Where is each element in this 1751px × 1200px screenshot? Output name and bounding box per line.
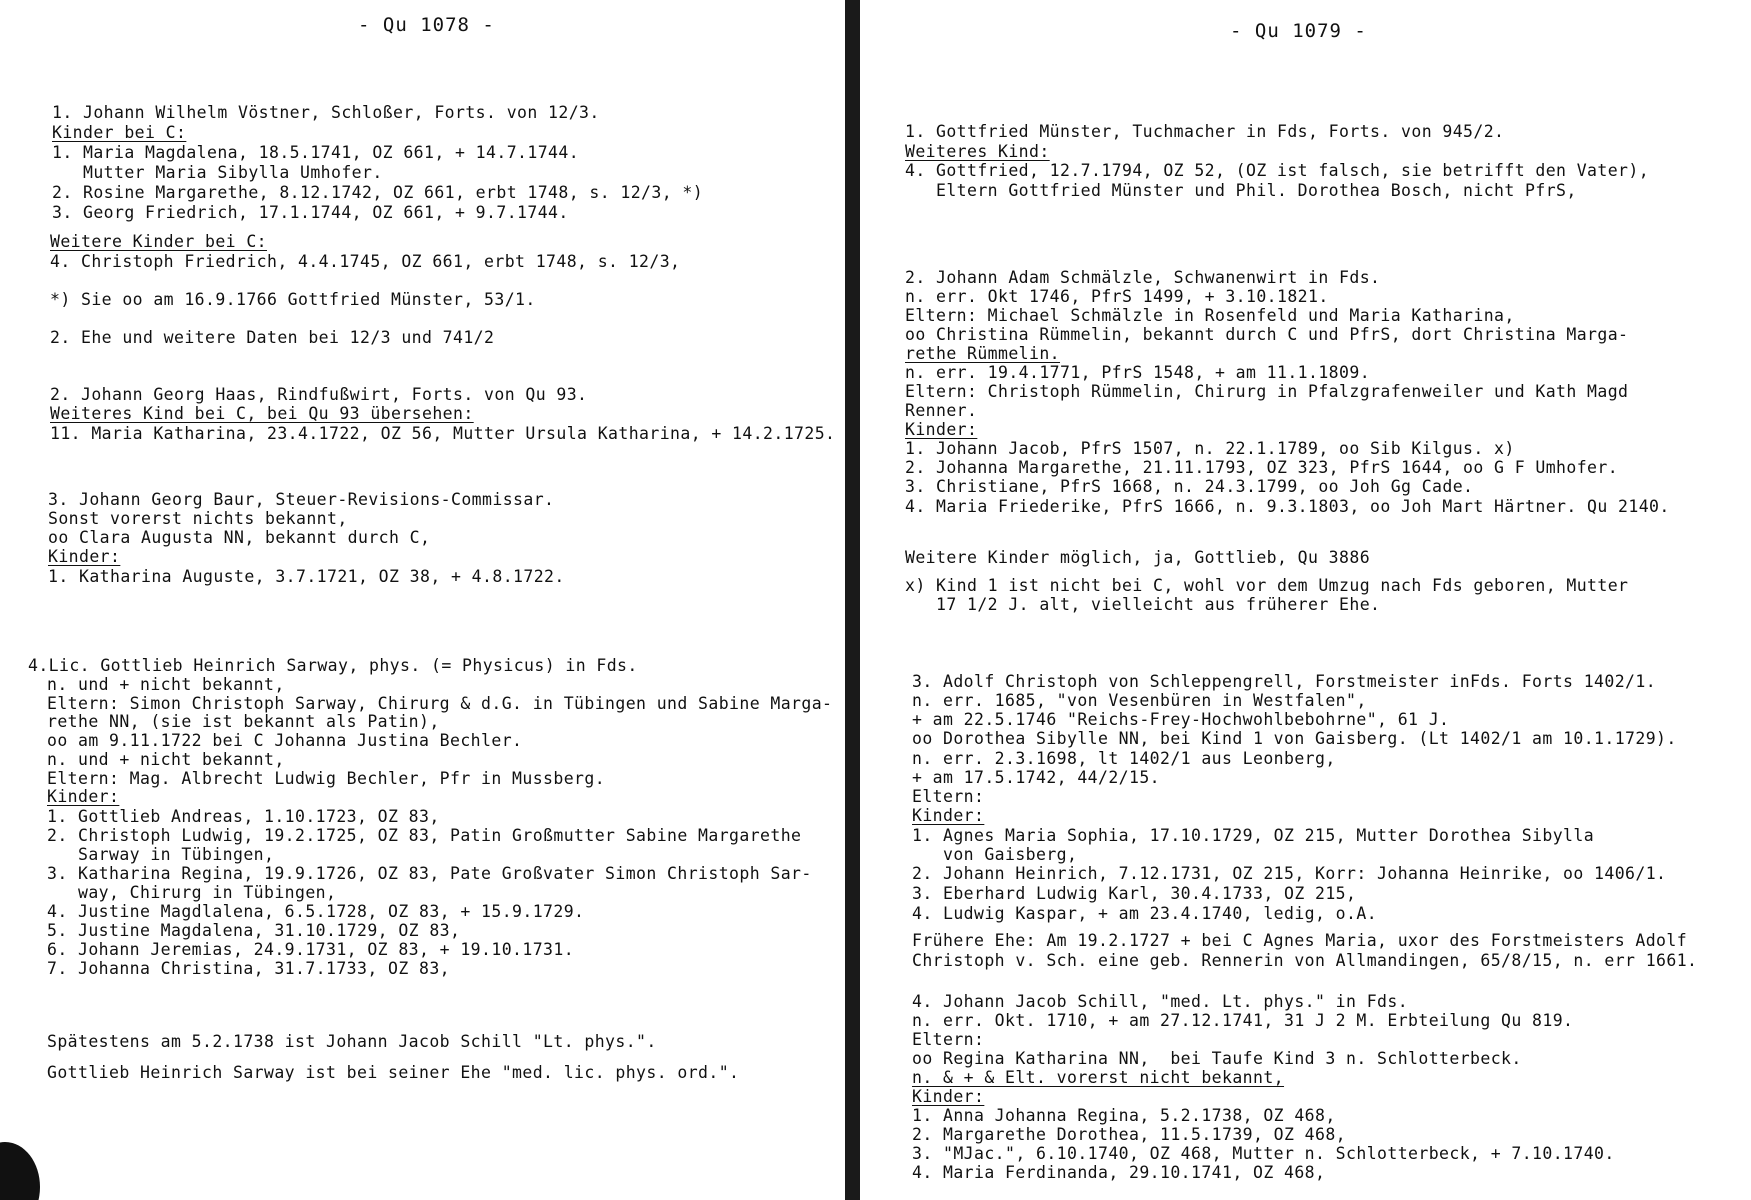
text-line: Christoph v. Sch. eine geb. Rennerin von Allmandingen, 65/8/15, n. err 1661. xyxy=(912,951,1698,970)
left-page xyxy=(0,0,845,1200)
text-line: 7. Johanna Christina, 31.7.1733, OZ 83, xyxy=(47,959,451,978)
text-line: 11. Maria Katharina, 23.4.1722, OZ 56, Mutter Ursula Katharina, + 14.2.1725. xyxy=(50,424,836,443)
text-line: 3. "MJac.", 6.10.1740, OZ 468, Mutter n. Schlotterbeck, + 7.10.1740. xyxy=(912,1144,1615,1163)
text-line: Eltern Gottfried Münster und Phil. Dorothea Bosch, nicht PfrS, xyxy=(905,181,1577,200)
text-line: n. err. 2.3.1698, lt 1402/1 aus Leonberg, xyxy=(912,749,1336,768)
text-line: Weitere Kinder möglich, ja, Gottlieb, Qu 3886 xyxy=(905,548,1371,567)
text-line: 4. Gottfried, 12.7.1794, OZ 52, (OZ ist falsch, sie betrifft den Vater), xyxy=(905,161,1650,180)
text-line: Kinder: xyxy=(912,1087,985,1106)
text-line: oo Clara Augusta NN, bekannt durch C, xyxy=(48,528,431,547)
text-line: 4. Maria Ferdinanda, 29.10.1741, OZ 468, xyxy=(912,1163,1326,1182)
text-line: 2. Johanna Margarethe, 21.11.1793, OZ 323, PfrS 1644, oo G F Umhofer. xyxy=(905,458,1619,477)
text-line: 3. Christiane, PfrS 1668, n. 24.3.1799, oo Joh Gg Cade. xyxy=(905,477,1474,496)
text-line: Eltern: Christoph Rümmelin, Chirurg in Pfalzgrafenweiler und Kath Magd xyxy=(905,382,1629,401)
text-line: Gottlieb Heinrich Sarway ist bei seiner Ehe "med. lic. phys. ord.". xyxy=(47,1063,740,1082)
text-line: Eltern: xyxy=(912,787,985,806)
text-line: von Gaisberg, xyxy=(912,845,1078,864)
text-line: rethe NN, (sie ist bekannt als Patin), xyxy=(47,712,440,731)
right-page xyxy=(860,0,1751,1200)
text-line: 4. Justine Magdlalena, 6.5.1728, OZ 83, + 15.9.1729. xyxy=(47,902,585,921)
text-line: x) Kind 1 ist nicht bei C, wohl vor dem Umzug nach Fds geboren, Mutter xyxy=(905,576,1629,595)
text-line: 1. Agnes Maria Sophia, 17.10.1729, OZ 215, Mutter Dorothea Sibylla xyxy=(912,826,1595,845)
text-line: 4. Ludwig Kaspar, + am 23.4.1740, ledig, o.A. xyxy=(912,904,1378,923)
text-line: + am 17.5.1742, 44/2/15. xyxy=(912,768,1161,787)
text-line: 6. Johann Jeremias, 24.9.1731, OZ 83, + 19.10.1731. xyxy=(47,940,575,959)
text-line: Eltern: Simon Christoph Sarway, Chirurg & d.G. in Tübingen und Sabine Marga- xyxy=(47,694,833,713)
text-line: 1. Katharina Auguste, 3.7.1721, OZ 38, + 4.8.1722. xyxy=(48,567,565,586)
text-line: 4. Johann Jacob Schill, "med. Lt. phys." in Fds. xyxy=(912,992,1409,1011)
text-line: 2. Johann Heinrich, 7.12.1731, OZ 215, Korr: Johanna Heinrike, oo 1406/1. xyxy=(912,864,1667,883)
text-line: 1. Johann Wilhelm Vöstner, Schloßer, Forts. von 12/3. xyxy=(52,103,600,122)
text-line: 4. Maria Friederike, PfrS 1666, n. 9.3.1803, oo Joh Mart Härtner. Qu 2140. xyxy=(905,497,1670,516)
text-line: 3. Katharina Regina, 19.9.1726, OZ 83, Pate Großvater Simon Christoph Sar- xyxy=(47,864,812,883)
text-line: oo Christina Rümmelin, bekannt durch C und PfrS, dort Christina Marga- xyxy=(905,325,1629,344)
text-line: 3. Johann Georg Baur, Steuer-Revisions-Commissar. xyxy=(48,490,555,509)
text-line: 17 1/2 J. alt, vielleicht aus früherer Ehe. xyxy=(905,595,1381,614)
text-line: n. und + nicht bekannt, xyxy=(47,675,285,694)
text-line: 2. Johann Georg Haas, Rindfußwirt, Forts. von Qu 93. xyxy=(50,385,588,404)
text-line: Weitere Kinder bei C: xyxy=(50,232,268,251)
text-line: 1. Gottlieb Andreas, 1.10.1723, OZ 83, xyxy=(47,807,440,826)
text-line: 2. Christoph Ludwig, 19.2.1725, OZ 83, Patin Großmutter Sabine Margarethe xyxy=(47,826,802,845)
book-gutter xyxy=(845,0,860,1200)
text-line: 1. Johann Jacob, PfrS 1507, n. 22.1.1789, oo Sib Kilgus. x) xyxy=(905,439,1515,458)
text-line: oo am 9.11.1722 bei C Johanna Justina Bechler. xyxy=(47,731,523,750)
text-line: Kinder: xyxy=(47,787,120,806)
text-line: Mutter Maria Sibylla Umhofer. xyxy=(52,163,383,182)
text-line: Spätestens am 5.2.1738 ist Johann Jacob Schill "Lt. phys.". xyxy=(47,1032,657,1051)
text-line: 2. Ehe und weitere Daten bei 12/3 und 741/2 xyxy=(50,328,495,347)
text-line: 1. Gottfried Münster, Tuchmacher in Fds, Forts. von 945/2. xyxy=(905,122,1505,141)
text-line: 3. Eberhard Ludwig Karl, 30.4.1733, OZ 215, xyxy=(912,884,1357,903)
text-line: Eltern: xyxy=(912,1030,985,1049)
text-line: way, Chirurg in Tübingen, xyxy=(47,883,337,902)
text-line: 3. Georg Friedrich, 17.1.1744, OZ 661, + 9.7.1744. xyxy=(52,203,569,222)
page-number-left: - Qu 1078 - xyxy=(358,14,495,36)
text-line: Renner. xyxy=(905,401,978,420)
text-line: Kinder: xyxy=(912,806,985,825)
text-line: 2. Rosine Margarethe, 8.12.1742, OZ 661, erbt 1748, s. 12/3, *) xyxy=(52,183,704,202)
text-line: n. err. 1685, "von Vesenbüren in Westfalen", xyxy=(912,691,1367,710)
text-line: n. err. Okt. 1710, + am 27.12.1741, 31 J 2 M. Erbteilung Qu 819. xyxy=(912,1011,1574,1030)
text-line: 5. Justine Magdalena, 31.10.1729, OZ 83, xyxy=(47,921,461,940)
text-line: Sarway in Tübingen, xyxy=(47,845,275,864)
text-line: Weiteres Kind: xyxy=(905,142,1050,161)
text-line: 2. Johann Adam Schmälzle, Schwanenwirt in Fds. xyxy=(905,268,1381,287)
text-line: rethe Rümmelin. xyxy=(905,344,1061,363)
text-line: Weiteres Kind bei C, bei Qu 93 übersehen: xyxy=(50,404,474,423)
scan-blot xyxy=(0,1142,40,1200)
text-line: 1. Anna Johanna Regina, 5.2.1738, OZ 468, xyxy=(912,1106,1336,1125)
text-line: 4. Christoph Friedrich, 4.4.1745, OZ 661, erbt 1748, s. 12/3, xyxy=(50,252,681,271)
text-line: Frühere Ehe: Am 19.2.1727 + bei C Agnes Maria, uxor des Forstmeisters Adolf xyxy=(912,931,1688,950)
text-line: Eltern: Mag. Albrecht Ludwig Bechler, Pfr in Mussberg. xyxy=(47,769,606,788)
text-line: Eltern: Michael Schmälzle in Rosenfeld und Maria Katharina, xyxy=(905,306,1515,325)
text-line: oo Dorothea Sibylle NN, bei Kind 1 von Gaisberg. (Lt 1402/1 am 10.1.1729). xyxy=(912,729,1677,748)
text-line: Kinder: xyxy=(905,420,978,439)
text-line: n. & + & Elt. vorerst nicht bekannt, xyxy=(912,1068,1285,1087)
text-line: 2. Margarethe Dorothea, 11.5.1739, OZ 468, xyxy=(912,1125,1347,1144)
text-line: 4.Lic. Gottlieb Heinrich Sarway, phys. (= Physicus) in Fds. xyxy=(28,656,638,675)
text-line: Kinder bei C: xyxy=(52,123,187,142)
text-line: n. err. 19.4.1771, PfrS 1548, + am 11.1.1809. xyxy=(905,363,1371,382)
text-line: n. err. Okt 1746, PfrS 1499, + 3.10.1821. xyxy=(905,287,1329,306)
text-line: Kinder: xyxy=(48,547,121,566)
text-line: + am 22.5.1746 "Reichs-Frey-Hochwohlbebohrne", 61 J. xyxy=(912,710,1450,729)
text-line: 1. Maria Magdalena, 18.5.1741, OZ 661, + 14.7.1744. xyxy=(52,143,580,162)
text-line: n. und + nicht bekannt, xyxy=(47,750,285,769)
text-line: oo Regina Katharina NN, bei Taufe Kind 3 n. Schlotterbeck. xyxy=(912,1049,1522,1068)
text-line: *) Sie oo am 16.9.1766 Gottfried Münster, 53/1. xyxy=(50,290,536,309)
text-line: 3. Adolf Christoph von Schleppengrell, Forstmeister inFds. Forts 1402/1. xyxy=(912,672,1657,691)
text-line: Sonst vorerst nichts bekannt, xyxy=(48,509,348,528)
page-number-right: - Qu 1079 - xyxy=(1230,20,1367,42)
